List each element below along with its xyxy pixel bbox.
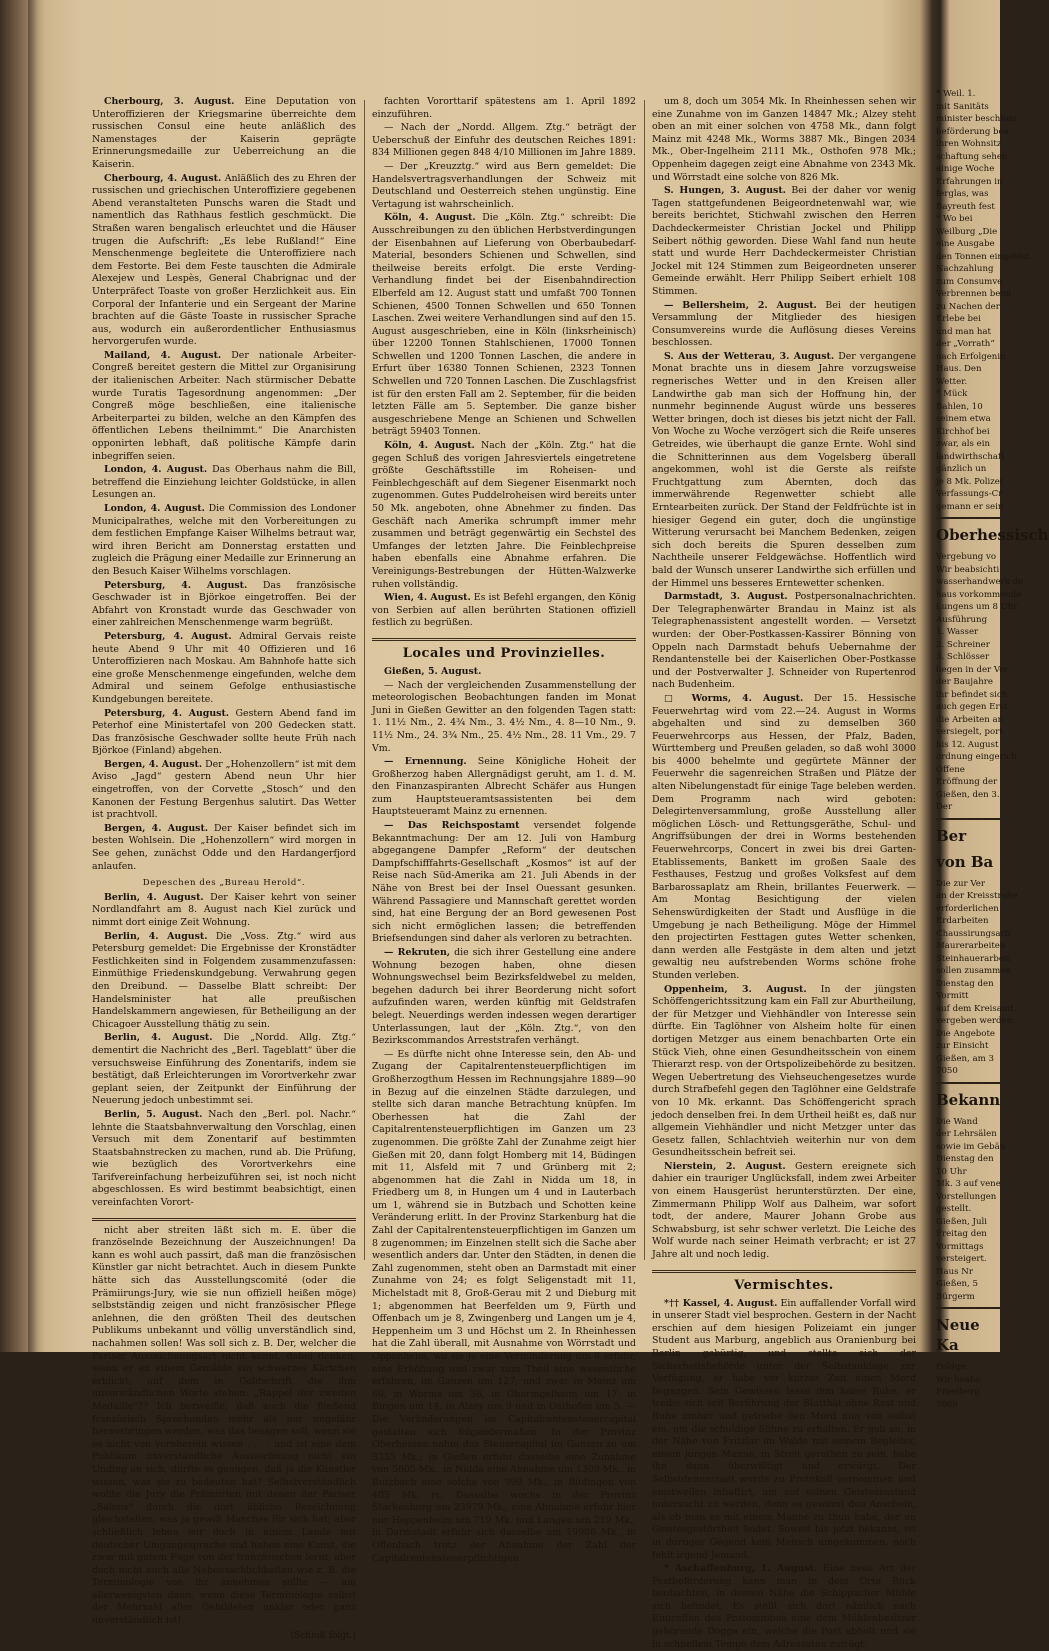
article-paragraph bbox=[372, 680, 636, 756]
article-paragraph bbox=[652, 1563, 916, 1651]
section-divider bbox=[372, 638, 636, 641]
strip-line: an der Kreisstraße bbox=[936, 891, 1018, 901]
article-text: — Nach der vergleichenden Zusammenstellung der meteorologischen Beobachtungen fanden im Monat Juni in Gießen Gewitter an den folgenden Tagen statt: 1. 11½ Nm., 2. 4¾ Nm., 3. 4½ Nm., 4. 8—10 Nm., 9. 11½ Nm., 24. 3¾ Nm., 25. 4½ Nm., 28. 11 Vm., 29. 7 Vm. bbox=[372, 679, 636, 754]
strip-line: Verbrennen beim bbox=[936, 289, 1012, 299]
strip-line: gänzlich un bbox=[936, 464, 987, 474]
dateline: London, 4. August. bbox=[104, 503, 205, 514]
strip-line: Weilburg „Die bbox=[936, 226, 998, 237]
dateline: Bergen, 4. August. bbox=[104, 758, 203, 770]
strip-line: bis 12. August bbox=[936, 739, 999, 750]
strip-line: und man hat bbox=[936, 326, 991, 337]
article-text: um 8, doch um 3054 Mk. In Rheinhessen sehen wir eine Zunahme von im Ganzen 14847 Mk.; Alzey steht oben an mit einer solchen von 4758 Mk., dann folgt Mainz mit 4248 Mk., Worms 3887 Mk., Bingen 2034 Mk., Ober-Ingelheim 2111 Mk., Osthofen 978 Mk.; Oppenheim dagegen zeigt eine Abnahme von 2343 Mk. und Wörrstadt eine solche von 826 Mk. bbox=[652, 96, 916, 183]
strip-rule bbox=[936, 818, 1000, 820]
article-text: die sich ihrer Gestellung eine andere Wohnung bezogen haben, ohne diesen Wohnungswechsel beim Bezirksfeldwebel zu melden, begehen dadurch bei ihrer Beorderung nicht sofort aufzufinden waren, werden künftig mit Geldstrafen belegt. Neuerdings werden indessen wegen derartiger Unterlassungen, laut der „Köln. Ztg.“, von den Bezirkscommandos Arreststrafen verhängt. bbox=[372, 947, 637, 1047]
article-text: Die „Nordd. Allg. Ztg.“ dementirt die Nachricht des „Berl. Tageblatt“ über die versuchsweise Einführung des Zonentarifs, indem sie bestätigt, daß Erleichterungen im Vorortverkehr zwar geplant seien, der Zeitpunkt der Einführung der Neuerung jedoch unbestimmt sei. bbox=[92, 1032, 356, 1107]
strip-line: auf dem Kreisamt bbox=[936, 1003, 1014, 1014]
strip-line: Vormittags bbox=[936, 1241, 984, 1252]
strip-line: schaftung sehen bbox=[936, 151, 1008, 162]
article-paragraph bbox=[92, 350, 356, 463]
column-rule bbox=[364, 100, 365, 1260]
article-text: Das französische Geschwader ist in Björkoe eingetroffen. Bei der Abfahrt von Kronstadt wurde das Geschwader von einer zahlreichen Menschenmenge warm begrüßt. bbox=[92, 579, 356, 629]
section-divider bbox=[652, 1270, 916, 1273]
article-text: Admiral Gervais reiste heute Abend 9 Uhr mit 40 Offizieren und 16 Unteroffizieren nach Moskau. Am Bahnhofe hatte sich eine große Menschenmenge eingefunden, welche dem Admiral und seinem Gefolge enthusiastische Kundgebungen bereitete. bbox=[92, 630, 356, 705]
article-text: Der Kaiser befindet sich im besten Wohlsein. Die „Hohenzollern“ wird morgen in See gehen, zunächst Odde und den Hardangerfjord anlaufen. bbox=[92, 822, 356, 872]
strip-line: Verfassungs-Cr bbox=[936, 489, 1003, 499]
page-fold-shadow bbox=[28, 0, 38, 1352]
strip-line: * Wo bei bbox=[936, 214, 973, 224]
section-title-vermischtes: Vermischtes. bbox=[734, 1277, 834, 1293]
strip-line: mit Sanitäts bbox=[936, 101, 989, 112]
dateline: Oppenheim, 3. August. bbox=[664, 983, 807, 995]
section-divider bbox=[92, 1218, 356, 1221]
strip-line: zur Einsicht bbox=[936, 1041, 989, 1051]
strip-line: Dienstag den bbox=[936, 1154, 994, 1164]
article-text: Die Commission des Londoner Municipalrathes, welche mit den Vorbereitungen zu dem festlichen Empfange Kaiser Wilhelms betraut war, wird ihren Bericht am Donnerstag erstatten und zugleich die Prägung einer Medaille zur Erinnerung an den Besuch Kaiser Wilhelms vorschlagen. bbox=[92, 503, 356, 577]
dateline: Cherbourg, 3. August. bbox=[104, 96, 235, 107]
article-paragraph bbox=[92, 759, 356, 822]
strip-line: Freitag den bbox=[936, 1229, 987, 1239]
strip-line: Vorstellungen bbox=[936, 1191, 997, 1202]
article-paragraph bbox=[372, 820, 636, 946]
dateline: * Aschaffenburg, 1. August. bbox=[664, 1563, 818, 1575]
dispatch-subheading: Depeschen des „Bureau Herold“. bbox=[142, 878, 306, 889]
strip-line: Nachzahlung bbox=[936, 264, 994, 274]
strip-line: Die zur Ver bbox=[936, 878, 985, 889]
strip-line: Bayreuth fest bbox=[936, 201, 995, 212]
dateline: Bergen, 4. August. bbox=[104, 822, 209, 834]
strip-line: auch gegen Erst bbox=[936, 702, 1008, 712]
article-text: versendet folgende Bekanntmachung: Der am 12. Juli von Hamburg abgegangene Dampfer „Reform“ der deutschen Dampfschifffahrts-Gesellschaft „Kosmos“ ist auf der Reise nach Süd-Amerika am 21. Juli Abends in der Nähe von Brest bei der Insel Ouessant gesunken. Während Passagiere und Mannschaft gerettet worden sind, hat eine Bergung der an Bord gewesenen Post sich nicht ermöglichen lassen; die betreffenden Briefsendungen sind daher als verloren zu betrachten. bbox=[372, 820, 636, 945]
strip-line: der Lehrsälen bbox=[936, 1129, 997, 1139]
strip-line: Gießen, Juli bbox=[936, 1216, 988, 1227]
strip-line: Lungens um 8 Uhr bbox=[936, 602, 1018, 612]
article-paragraph bbox=[652, 185, 916, 298]
article-text: Die „Voss. Ztg.“ wird aus Petersburg gemeldet: Die Ergebnisse der Kronstädter Festlichkeiten sind in Folgendem zusammenzufassen: Einmüthige Friedenskundgebung. Verwahrung gegen den Dreibund. — Dasselbe Blatt schreibt: Der Handelsminister hat alle preußischen Handelskammern angewiesen, für Betheiligung an der Chicagoer Ausstellung thätig zu sein. bbox=[92, 930, 356, 1030]
strip-heading: Bekann bbox=[936, 1090, 1001, 1109]
strip-line: nach Erfolgenin bbox=[936, 351, 1006, 362]
strip-line: Gießen, 5 bbox=[936, 1279, 978, 1289]
article-paragraph bbox=[92, 1032, 356, 1108]
article-paragraph bbox=[652, 1298, 916, 1562]
strip-line: Gießen, den 3. bbox=[936, 789, 1000, 800]
strip-line: Vergebung vo bbox=[936, 552, 997, 562]
strip-line: landwirthschaft bbox=[936, 451, 1005, 462]
strip-line: gestellt. bbox=[936, 1204, 972, 1214]
strip-line: Maurerarbeiten bbox=[936, 941, 1006, 951]
dateline: S. Hungen, 3. August. bbox=[664, 185, 786, 197]
article-paragraph bbox=[92, 892, 356, 930]
article-text: Gestern ereignete sich dahier ein trauriger Unglücksfall, indem zwei Arbeiter von einem Hausgerüst herunterstürzten. Der eine, Zimmermann Philipp Wolf aus Dalheim, war sofort todt, der andere, Maurer Johann Grobe aus Schwabsburg, ist sehr schwer verletzt. Die Leiche des Wolf wurde nach seiner Heimath verbracht; er ist 27 Jahre alt und noch ledig. bbox=[652, 1160, 916, 1261]
article-text: Eine neue Art der Postbeförderung kann man in dem Orte Rück beobachten, in dessen Nähe die Schippacher Mühle sich befindet. Es stellt sich dort nämlich nach Eintreffen des Postomnibus eine dem Mühlenbesitzer gehörende Dogge ein, welche die Post abholt und sie in schnellem Tempo dem Adressaten zuträgt. bbox=[652, 1563, 917, 1650]
article-paragraph bbox=[92, 503, 356, 579]
article-text: Das Oberhaus nahm die Bill, betreffend die Einziehung leichter Goldstücke, in allen Lesungen an. bbox=[92, 464, 357, 501]
article-text: Postpersonalnachrichten. Der Telegraphenwärter Brandau in Mainz ist als Telegraphenassistent angestellt worden. — Versetzt wurden: der Ober-Postkassen-Kassirer Bönning von Oppeln nach Darmstadt behufs Uebernahme der Rendantenstelle bei der Kaiserlichen Ober-Postkasse und der Postverwalter J. Schneider von Rupertenrod nach Budenheim. bbox=[652, 591, 916, 691]
strip-line: erforderlichen bbox=[936, 903, 999, 914]
article-text: Es ist Befehl ergangen, den König von Serbien auf allen berührten Stationen offiziell festlich zu begrüßen. bbox=[372, 592, 636, 629]
strip-heading: Neue Ka bbox=[936, 1316, 980, 1354]
strip-line: Bahlen, 10 bbox=[936, 401, 983, 412]
column-right bbox=[652, 96, 917, 1650]
article-text: Der Kaiser kehrt von seiner Nordlandfahrt am 8. August nach Kiel zurück und nimmt dort einige Zeit Wohnung. bbox=[92, 891, 356, 928]
strip-line: Wir beabsichti bbox=[936, 564, 1000, 575]
article-text: Ein auffallender Vorfall wird in unserer Stadt viel besprochen. Gestern in der Nacht erschien auf dem hiesigen Polizeiamt ein junger Student aus Marburg, angeblich aus Oranienburg bei Berlin gebürtig, und stellte sich der Sicherheitsbehörde unter der Selbstanklage zur Verfügung, er habe vor kurzer Zeit einen Mord begangen. Sein Gewissen lasse ihm keine Ruhe, er treibe sich seit Berührung der Blutthat ohne Rast und Ruhe umher und getriebe den Mord nun von selbst ein, um die schuldige Sühne zu erhalten. Er gab an, in der Nähe von Fritzlar im Walde mit seinem Begleiter, einem jungen Manne, in Streit gerathen zu sein, habe ihn dann überwältigt und erwürgt. Der Selbstdenunciant wurde zu Protokoll vernommen und einstweilen inhaftirt, um auf seinen Geisteszustand untersucht zu werden, denn es gewinnt den Anschein, als ob man es mit einem Manne zu thun habe, der an Geistesgestörtheit leidet. Soweit bis jetzt bekannt, ist in dortiger Gegend kein Mensch umgekommen, noch fehlt irgend Jemand. bbox=[652, 1297, 916, 1561]
article-text: Der nationale Arbeiter-Congreß bereitet gestern die Mittel zur Organisirung der italienischen Arbeiter. Nach stürmischer Debatte wurde Turatis Tagesordnung angenommen: „Der Congreß möge beschließen, eine italienische Arbeiterpartei zu bilden, welche an den Kämpfen des öffentlichen Lebens theilnimmt.“ Die Anarchisten opponirten lebhaft, daß politische Kämpfe darin inbegriffen seien. bbox=[92, 349, 357, 462]
dateline: Petersburg, 4. August. bbox=[104, 707, 230, 719]
article-paragraph bbox=[372, 947, 636, 1048]
strip-line: Die Wand bbox=[936, 1116, 978, 1127]
strip-line: 2. Schreiner bbox=[936, 639, 990, 650]
strip-line: Kirchhof bei bbox=[936, 426, 990, 437]
newspaper-page bbox=[92, 96, 924, 1650]
article-paragraph bbox=[372, 592, 636, 630]
strip-line: die Arbeiten an bbox=[936, 714, 1004, 725]
strip-line: Erlebe bei bbox=[936, 314, 981, 324]
strip-line: ihr befindet sich bbox=[936, 689, 1008, 700]
strip-line: 10 Uhr bbox=[936, 1166, 967, 1177]
dateline: □ Worms, 4. August. bbox=[664, 692, 804, 704]
article-paragraph bbox=[92, 173, 356, 349]
strip-line: Der bbox=[936, 802, 953, 812]
dateline: Mailand, 4. August. bbox=[104, 349, 222, 361]
strip-line: einige Woche bbox=[936, 164, 995, 174]
article-paragraph bbox=[372, 756, 636, 819]
article-paragraph bbox=[652, 984, 916, 1160]
strip-heading: von Ba bbox=[936, 852, 994, 871]
strip-line: wasserhandwerk de bbox=[936, 577, 1024, 587]
strip-line: Gießen, am 3 bbox=[936, 1053, 994, 1064]
article-text: Der 15. Hessische Feuerwehrtag wird vom 22.—24. August in Worms abgehalten und sind zu demselben 360 Feuerwehrcorps aus Hessen, der Pfalz, Baden, Württemberg und Preußen geladen, so daß wohl 3000 bis 4000 behelmte und gegürtete Männer der Feuerwehr die sagenreichen Straßen und Plätze der alten Nibelungenstadt für einige Tage beleben werden. Dem Programm nach wird geboten: Delegirtenversammlung, große Ausstellung aller möglichen Lösch- und Rettungsgeräthe, Schul- und Angriffsübungen der drei in Worms bestehenden Feuerwehrcorps, Concert in zwei bis drei Garten-Etablissements, Bankett im großen Saale des Festhauses, Festzug und großes Volksfest auf dem Barbarossaplatz am Rhein, brillantes Feuerwerk. — Am Montag Besichtigung der vielen Sehenswürdigkeiten der Stadt und Ausflüge in die Umgebung je nach Betheiligung. Möge der Himmel den projectirten Festtagen gutes Wetter schenken, dann werden alle Festgäste in dem alten und jetzt gewaltig neu aufstrebenden Worms schöne frohe Stunden verleben. bbox=[652, 692, 916, 981]
column-left bbox=[92, 96, 357, 1641]
article-text: Seine Königliche Hoheit der Großherzog haben Allergnädigst geruht, am 1. d. M. den Finanzaspiranten Albrecht Schäfer aus Hungen zum Hauptsteueramtsassistenten bei dem Hauptsteueramt Mainz zu ernennen. bbox=[372, 756, 637, 818]
dateline: Petersburg, 4. August. bbox=[104, 630, 232, 642]
strip-line: zu Nachen der bbox=[936, 301, 1000, 312]
article-paragraph bbox=[372, 212, 636, 439]
dateline: — Rekruten, bbox=[384, 947, 451, 958]
dateline: — Ernennung. bbox=[384, 756, 467, 768]
strip-line: Haus. Den bbox=[936, 364, 982, 374]
article-text: Nach den „Berl. pol. Nachr.“ lehnte die Staatsbahnverwaltung den Vorschlag, einen Versuch mit dem Zonentarif auf bestimmten Staatsbahnstrecken zu machen, rund ab. Die Prüfung, wie bezüglich des Vorortverkehrs eine Tarifvereinfachung herbeizuführen sei, ist noch nicht abgeschlossen. Es wird bestimmt beabsichtigt, einen vereinfachten Vorort- bbox=[92, 1108, 357, 1209]
dateline: S. Aus der Wetterau, 3. August. bbox=[664, 350, 835, 362]
article-text: Bei der heutigen Versammlung der Mitglieder des hiesigen Consumvereins wurde die Auflösung dieses Vereins beschlossen. bbox=[652, 299, 917, 349]
dateline: Petersburg, 4. August. bbox=[104, 579, 248, 591]
article-paragraph bbox=[652, 96, 916, 184]
strip-line: den Tonnen eingelöst bbox=[936, 251, 1030, 262]
dateline: Nierstein, 2. August. bbox=[664, 1160, 786, 1172]
section-title-locales: Locales und Provinzielles. bbox=[402, 645, 606, 661]
article-paragraph bbox=[652, 351, 916, 590]
strip-line: minister beschloss bbox=[936, 114, 1018, 124]
article-paragraph bbox=[372, 122, 636, 160]
strip-line: Wir beabs. bbox=[936, 1374, 983, 1385]
strip-line: liegen in der Ver bbox=[936, 664, 1009, 675]
article-paragraph bbox=[92, 464, 356, 502]
strip-line: Vormitt bbox=[936, 991, 969, 1001]
article-paragraph bbox=[372, 440, 636, 591]
article-text: — Nach der „Nordd. Allgem. Ztg.“ beträgt der Ueberschuß der Einfuhr des deutschen Reiches 1891: 834 Millionen gegen 848 4/10 Millionen im Jahre 1889. bbox=[372, 122, 636, 159]
article-paragraph bbox=[372, 96, 636, 121]
strip-rule bbox=[936, 1307, 1000, 1309]
strip-rule bbox=[936, 1082, 1000, 1084]
dateline: Berlin, 4. August. bbox=[104, 1032, 213, 1044]
article-paragraph bbox=[92, 823, 356, 873]
strip-line: * Weil. 1. bbox=[936, 89, 976, 99]
dateline: Cherbourg, 4. August. bbox=[104, 172, 222, 184]
dateline: *†† Kassel, 4. August. bbox=[664, 1297, 778, 1309]
strip-heading: Oberhessisch bbox=[936, 526, 1049, 544]
strip-line: 1. Wasser bbox=[936, 627, 979, 637]
strip-line: Mk. 3 auf vene bbox=[936, 1179, 1001, 1189]
article-text: Der vergangene Monat brachte uns in diesem Jahre vorzugsweise regnerisches Wetter und in den Kreisen aller Landwirthe gab man sich der Hoffnung hin, der nunmehr beginnende August würde uns besseres Wetter bringen, doch ist dieses bis jetzt nicht der Fall. Von Woche zu Woche verzögert sich die Reife unseres Getreides, wie überhaupt die ganze Ernte. Wohl sind die Schnitterinnen aus dem Vogelsberg überall angekommen, wohl ist die Gerste als reifste Fruchtgattung zum Abernten, doch das immerwährende Regenwetter schiebt alle Erntearbeiten zurück. Der Stand der Feldfrüchte ist in hiesiger Gegend ein guter, doch die ungünstige Witterung verursacht bei Manchem Bedenken, zeigen sich doch bereits die Spuren desselben zum Nachtheile unserer Feldgewächse. Hoffentlich wird bald der Wunsch unserer Landwirthe sich erfüllen und der Himmel uns besseres Erntewetter schenken. bbox=[652, 350, 916, 589]
strip-line: gemann er sein bbox=[936, 501, 1004, 512]
article-text: Nach der „Köln. Ztg.“ hat die gegen Schluß des vorigen Jahresviertels eingetretene größte Geschäftsstille im Roheisen- und Feinblechgeschäft auf dem Siegener Eisenmarkt noch zugenommen. Gutes Puddelroheisen wird bereits unter 50 Mk. angeboten, ohne Abnehmer zu finden. Das Geschäft nach Amerika schrumpft immer mehr zusammen und beträgt gegenwärtig ein Sechstel des Umfanges der letzten Jahre. Die Feinblechpreise haben ebenfalls eine Abnahme erfahren. Die Vereinigungs-Bestrebungen der Hütten-Walzwerke ruhen vollständig. bbox=[372, 440, 636, 590]
strip-line: Chaussirungsarb bbox=[936, 928, 1011, 939]
strip-line: beförderung bea bbox=[936, 126, 1009, 137]
strip-line: Wetter. bbox=[936, 376, 968, 387]
article-paragraph bbox=[92, 580, 356, 630]
strip-line: eine Ausgabe bbox=[936, 239, 995, 249]
article-text: Der „Hohenzollern“ ist mit dem Aviso „Jagd“ gestern Abend neun Uhr hier eingetroffen, von der Corvette „Stosch“ und den Kanonen der Festung Bergenhus salutirt. Das Wetter ist prachtvoll. bbox=[92, 758, 356, 821]
strip-line: Bürgerm bbox=[936, 1291, 975, 1302]
feuilleton-text: nicht aber streiten läßt sich m. E. über die französelnde Bezeichnung der Auszeichnungen! Da kann es wohl auch passirt, daß man die französischen Künstler gar nicht betrachtet. Auch in diesem Punkte hätte sich das Ausstellungscomité (oder die Prämiirungs-Jury, wie sie nun offiziell heißen möge) selbstständig zeigen und nicht französischer Pflege anlehnen, die den größten Theil des deutschen Publikums unbekannt und völlig unverständlich sind, nachahmen sollen! Was soll sich z. B. Der, welcher die Pariser Auszeichnungsart nicht kennt, dabei denken, wenn er an einem Gemälde ein schwarzes Kärtchen erblickt, auf dem in Goldschrift die ihm unverständlichen Worte stehen: „Rappel der zweiten Medaille“?? Ich bezweifle, daß auch die fließend französisch Sprechenden mehr als nur ungefähr herausbringen werden, was das besagen soll, wenn sie es nicht von vornherein wissen . . . . und ist eine dem Publikum unverständliche Auszeichnung nicht ein Unding an sich, dürfte es genügen, daß ja die Künstler wissen, was sie zu bedeuten hat? Selbstverständlich wollte die Jury die Prämiirten mit denen der Pariser „Salons“ durch die dort übliche Bezeichnung gleichstellen, was ja gewiß Manches für sich hat; aber schließlich leben wir doch in einem Lande mit deutscher Umgangssprache und haben eine Kunst, die zwar mit gutem Fuge von der französischen lernt, aber doch nicht auch alle Nebensächlichkeiten wie z. B. die Terminologie von ihr annehmen sollte — am allerwenigsten dann, wenn diese Terminologie selbst der Mehrzahl aller Gebildeten unklar oder ganz unverständlich ist! bbox=[92, 1224, 356, 1627]
strip-line: Steinhauerarbeit bbox=[936, 953, 1011, 964]
strip-line: ordnung eingerich bbox=[936, 752, 1017, 762]
article-text: Bei der daher vor wenig Tagen stattgefundenen Beigeordnetenwahl war, wie bereits berichtet, Stichwahl zwischen den Herren Dachdeckermeister Christian Jockel und Philipp Seibert nöthig geworden. Diese Wahl fand nun heute statt und wurde Herr Dachdeckermeister Christian Jockel mit 124 Stimmen zum Beigeordneten unserer Gemeinde erwählt. Herr Philipp Seibert erhielt 108 Stimmen. bbox=[652, 185, 917, 297]
adjacent-page-strip bbox=[936, 88, 1049, 1410]
column-rule bbox=[644, 100, 645, 1260]
strip-line: je 8 Mk. Polizei bbox=[936, 476, 1003, 487]
article-text: — Es dürfte nicht ohne Interesse sein, den Ab- und Zugang der Capitalrentensteuerpflichtigen im Großherzogthum Hessen im Rechnungsjahre 1889—90 in Bezug auf die einzelnen Städte darzulegen, und stellte sich daran manche Betrachtung knüpfen. Im Oberhessen hat die Zahl der Capitalrentensteuerpflichtigen im Ganzen um 23 zugenommen. Die größte Zahl der Zunahme zeigt hier Gießen mit 20, dann folgt Homberg mit 14, Büdingen mit 11, Alsfeld mit 7 und Grünberg mit 2; abgenommen hat die Zahl in Nidda um 18, in Friedberg um 8, in Hungen um 4 und in Lauterbach um 1, während sie in Butzbach und Schotten keine Veränderung erlitt. In der Provinz Starkenburg hat die Zahl der Capitalrentensteuerpflichtigen im Ganzen um 8 zugenommen; im Einzelnen stellt sich die Sache aber wesentlich anders dar. Unter den Städten, in denen die Zahl zugenommen, steht oben an Darmstadt mit einer Zunahme von 24; es folgt Seligenstadt mit 11, Michelstadt mit 8, Groß-Gerau mit 2 und Dieburg mit 1; abgenommen hat Beerfelden um 9, Fürth und Offenbach um je 8, Zwingenberg und Langen um je 4, Heppenheim um 3 und Höchst um 2. In Rheinhessen hat die Zahl überall, mit Ausnahme von Wörrstadt und Oppenheim, wo sie je eine Verminderung um 8 erfuhr, eine Erhöhung und zwar zum Theil eine wesentliche erfahren, im Ganzen um 127, und zwar in Mainz um 60, in Worms um 38, in Oberingelheim um 17, in Bingen um 14, in Alzey um 9 und in Osthofen um 5. — Die Veränderungen im Capitalrentensteuercapital gestalten sich folgendermaßen: In der Provinz Oberhessen nahm das Steuercapital im Ganzen zu um 3355 Mk.; in Gießen erfuhr dasselbe eine Zunahme von 5605 Mk., in Nidda eine Abnahme um 1309 Mk., in Butzbach eine solche von 999 Mk., in Büdingen von 405 Mk. rc. Dasselbe wuchs in der Provinz Starkenburg um 23979 Mk., eine Abnahme erfuhr hier nur Heppenheim um 719 Mk. und Langen um 219 Mk., in Darmstadt erfuhr sich dasselbe um 19986 Mk., in Offenbach trotz der Abnahme der Zahl der Capitalrentensteuerpflichtigen bbox=[372, 1048, 636, 1564]
article-paragraph bbox=[652, 693, 916, 983]
article-text: Anläßlich des zu Ehren der russischen und griechischen Unteroffiziere gegebenen Abend veranstalteten Punschs waren die Stadt und namentlich das Rathhaus festlich geschmückt. Die Straßen waren bengalisch erleuchtet und die Häuser trugen die Aufschrift: „Es lebe Rußland!“ Eine Menschenmenge begleitete die Unteroffiziere nach dem Festorte. Bei dem Feste tauschten die Admirale Alexejew und Lespès, General Chabrignac und der Unterpräfect Toaste von großer Herzlichkeit aus. Ein Corporal der Infanterie und ein Sergeant der Marine brachten auf die Gäste Toaste in russischer Sprache aus, wodurch ein außerordentlicher Enthusiasmus hervorgerufen wurde. bbox=[92, 172, 356, 348]
article-paragraph bbox=[652, 591, 916, 692]
article-paragraph bbox=[92, 96, 356, 172]
dateline: Darmstadt, 3. August. bbox=[664, 591, 788, 603]
strip-line: haus vorkommende bbox=[936, 589, 1022, 600]
strip-line: vergeben werden. bbox=[936, 1016, 1015, 1026]
strip-line: Erdarbeiten bbox=[936, 916, 989, 926]
strip-line: versteigert. bbox=[936, 1254, 987, 1264]
strip-line: der „Vorrath“ bbox=[936, 339, 995, 349]
article-paragraph bbox=[92, 1109, 356, 1210]
strip-line: zum Consumve bbox=[936, 276, 1003, 287]
article-paragraph bbox=[652, 300, 916, 350]
strip-line: Ausführung bbox=[936, 614, 988, 625]
column-middle bbox=[372, 96, 637, 1564]
strip-line: 3. Schlösser bbox=[936, 652, 990, 662]
article-text: Gestern Abend fand im Peterhof eine Ministertafel von 200 Gedecken statt. Das französische Geschwader sollte heute Früh nach Björkoe (Finland) abgehen. bbox=[92, 707, 357, 757]
dateline: Wien, 4. August. bbox=[384, 592, 471, 604]
strip-line: versiegelt, port bbox=[936, 727, 1003, 737]
dateline: London, 4. August. bbox=[104, 464, 208, 476]
dateline: Köln, 4. August. bbox=[384, 440, 475, 452]
article-paragraph bbox=[652, 1161, 916, 1262]
strip-line: Eröffnung der bbox=[936, 777, 998, 787]
strip-line: 7069 bbox=[936, 1399, 958, 1410]
article-text: fachten Vororttarif spätestens am 1. April 1892 einzuführen. bbox=[372, 96, 636, 120]
strip-line: Offene bbox=[936, 764, 965, 775]
strip-line: der Baujahre bbox=[936, 677, 993, 687]
article-paragraph bbox=[372, 666, 636, 679]
article-paragraph bbox=[92, 931, 356, 1032]
article-text: Eine Deputation von Unteroffizieren der Kriegsmarine überreichte dem russischen Consul eine heute anläßlich des Namenstages der Kaiserin geprägte Erinnerungsmedaille zur Ueberreichung an die Kaiserin. bbox=[92, 96, 356, 170]
strip-line: zwar, als ein bbox=[936, 439, 991, 449]
strip-line: Die Angebote bbox=[936, 1028, 995, 1039]
article-paragraph bbox=[92, 708, 356, 758]
strip-line: * Mück bbox=[936, 389, 968, 399]
article-text: — Der „Kreuzztg.“ wird aus Bern gemeldet: Die Handelsvertragsverhandlungen der Schweiz mit Deutschland und Oesterreich stehen ungünstig. Eine Vertagung ist wahrscheinlich. bbox=[372, 160, 636, 210]
strip-line: ferglas, was bbox=[936, 189, 989, 199]
dateline: — Das Reichspostamt bbox=[384, 820, 520, 832]
strip-line: Dienstag den bbox=[936, 978, 994, 989]
strip-line: Friedberg bbox=[936, 1387, 980, 1397]
strip-line: sollen zusammen bbox=[936, 966, 1011, 976]
article-text: In der jüngsten Schöffengerichtssitzung kam ein Fall zur Aburtheilung, der für Metzger und Viehhändler von Interesse sein dürfte. Ein Taglöhner von Alsheim holte für einen dortigen Metzger aus einem benachbarten Orte ein Stück Vieh, ohne einen Gesundheitsschein von einem Thierarzt resp. von der Ortspolizeibehörde zu besitzen. Wegen Uebertretung des Viehseuchengesetzes wurde durch Strafbefehl gegen den Taglöhner eine Geldstrafe von 10 Mk. erkannt. Das Schöffengericht sprach jedoch denselben frei. In dem Urtheil heißt es, daß nur allgemein Viehhändler und nicht Metzger unter das Gesetz fallen, Schlachtvieh weiterhin nur von dem Gesundheitsschein befreit sei. bbox=[652, 983, 917, 1159]
dateline: Köln, 4. August. bbox=[384, 212, 476, 224]
dateline: — Bellersheim, 2. August. bbox=[664, 299, 817, 311]
strip-heading: Ber bbox=[936, 826, 967, 845]
strip-line: Feldge bbox=[936, 1362, 966, 1372]
strip-line: 7050 bbox=[936, 1066, 958, 1076]
strip-line: sowie im Gebäu bbox=[936, 1141, 1006, 1152]
strip-line: Haus Nr bbox=[936, 1266, 973, 1277]
strip-line: ihren Wohnsitz bbox=[936, 139, 1002, 149]
continued-note: (Schluß folgt.) bbox=[290, 1630, 356, 1641]
dateline: Berlin, 4. August. bbox=[104, 930, 208, 942]
article-paragraph bbox=[92, 631, 356, 707]
article-paragraph bbox=[372, 161, 636, 211]
dateline: Berlin, 4. August. bbox=[104, 891, 204, 903]
article-text: Die „Köln. Ztg.“ schreibt: Die Ausschreibungen zu den üblichen Herbstverdingungen der Eisenbahnen auf Lieferung von Oberbaubedarf-Material, besonders Schienen und Schwellen, sind theilweise bereits erfolgt. Die erste Verding-Verhandlung findet bei der Eisenbahndirection Elberfeld am 12. August statt und umfaßt 700 Tonnen Schienen, 4500 Tonnen Schwellen und 650 Tonnen Laschen. Zwei weitere Verhandlungen sind auf den 15. August ausgeschrieben, eine in Köln (linksrheinisch) über 12200 Tonnen Stahlschienen, 17000 Tonnen Schwellen und 1200 Tonnen Laschen, die andere in Erfurt über 16380 Tonnen Schienen, 2323 Tonnen Schwellen und 720 Tonnen Laschen. Die Zuschlagsfrist ist für den ersten Fall am 2. September, für die beiden letzten Fälle am 5. September. Die ganze bisher ausgeschriebene Menge an Schienen und Schwellen beträgt 59403 Tonnen. bbox=[372, 212, 636, 438]
dateline: Berlin, 5. August. bbox=[104, 1108, 203, 1120]
article-paragraph bbox=[372, 1049, 636, 1565]
strip-rule bbox=[936, 517, 1000, 519]
strip-line: Erfahrungen in bbox=[936, 176, 1003, 187]
strip-line: seinem etwa bbox=[936, 414, 991, 424]
dateline: Gießen, 5. August. bbox=[384, 665, 482, 677]
